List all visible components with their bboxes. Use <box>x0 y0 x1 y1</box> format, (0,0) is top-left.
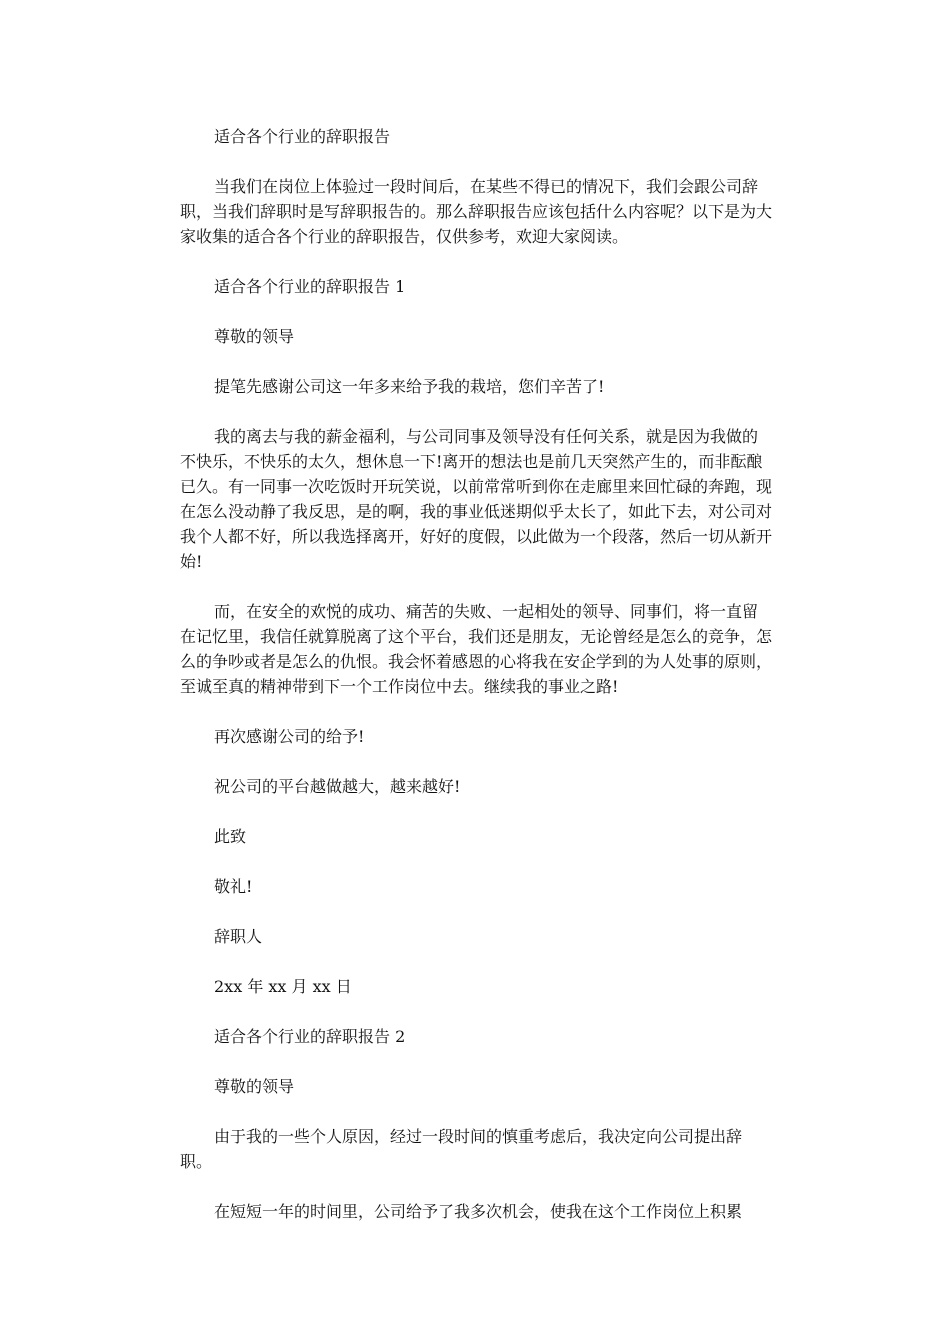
salutation-2: 尊敬的领导 <box>214 1077 295 1096</box>
paragraph-opportunity: 在短短一年的时间里，公司给予了我多次机会，使我在这个工作岗位上积累 <box>214 1202 743 1221</box>
signer-label: 辞职人 <box>214 927 263 946</box>
closing-line-1: 此致 <box>214 827 247 846</box>
document-title: 适合各个行业的辞职报告 <box>214 127 391 146</box>
section-heading-2: 适合各个行业的辞职报告 2 <box>214 1027 406 1046</box>
paragraph-wishes: 祝公司的平台越做越大，越来越好! <box>214 777 461 796</box>
paragraph-memories: 而，在安全的欢悦的成功、痛苦的失败、一起相处的领导、同事们，将一直留在记忆里，我信任就算脱离了这个平台，我们还是朋友，无论曾经是怎么的竞争，怎么的争吵或者是怎么的仇恨。我会怀着感恩的心将我在安企学到的为人处事的原则，至诚至真的精神带到下一个工作岗位中去。继续我的事业之路! <box>180 602 773 696</box>
paragraph-thanks-again: 再次感谢公司的给予! <box>214 727 365 746</box>
salutation-1: 尊敬的领导 <box>214 327 295 346</box>
paragraph-reason: 我的离去与我的薪金福利，与公司同事及领导没有任何关系，就是因为我做的不快乐，不快乐的太久，想休息一下!离开的想法也是前几天突然产生的，而非酝酿已久。有一同事一次吃饭时开玩笑说，以前常常听到你在走廊里来回忙碌的奔跑，现在怎么没动静了我反思，是的啊，我的事业低迷期似乎太长了，如此下去，对公司对我个人都不好，所以我选择离开，好好的度假，以此做为一个段落，然后一切从新开始! <box>180 427 773 571</box>
section-heading-1: 适合各个行业的辞职报告 1 <box>214 277 406 296</box>
paragraph-decision: 由于我的一些个人原因，经过一段时间的慎重考虑后，我决定向公司提出辞职。 <box>180 1127 743 1171</box>
intro-paragraph: 当我们在岗位上体验过一段时间后，在某些不得已的情况下，我们会跟公司辞职，当我们辞职时是写辞职报告的。那么辞职报告应该包括什么内容呢？以下是为大家收集的适合各个行业的辞职报告，仅供参考，欢迎大家阅读。 <box>180 177 773 246</box>
date-line: 2xx 年 xx 月 xx 日 <box>214 977 352 996</box>
closing-line-2: 敬礼! <box>214 877 253 896</box>
paragraph-thanks: 提笔先感谢公司这一年多来给予我的栽培，您们辛苦了! <box>214 377 605 396</box>
